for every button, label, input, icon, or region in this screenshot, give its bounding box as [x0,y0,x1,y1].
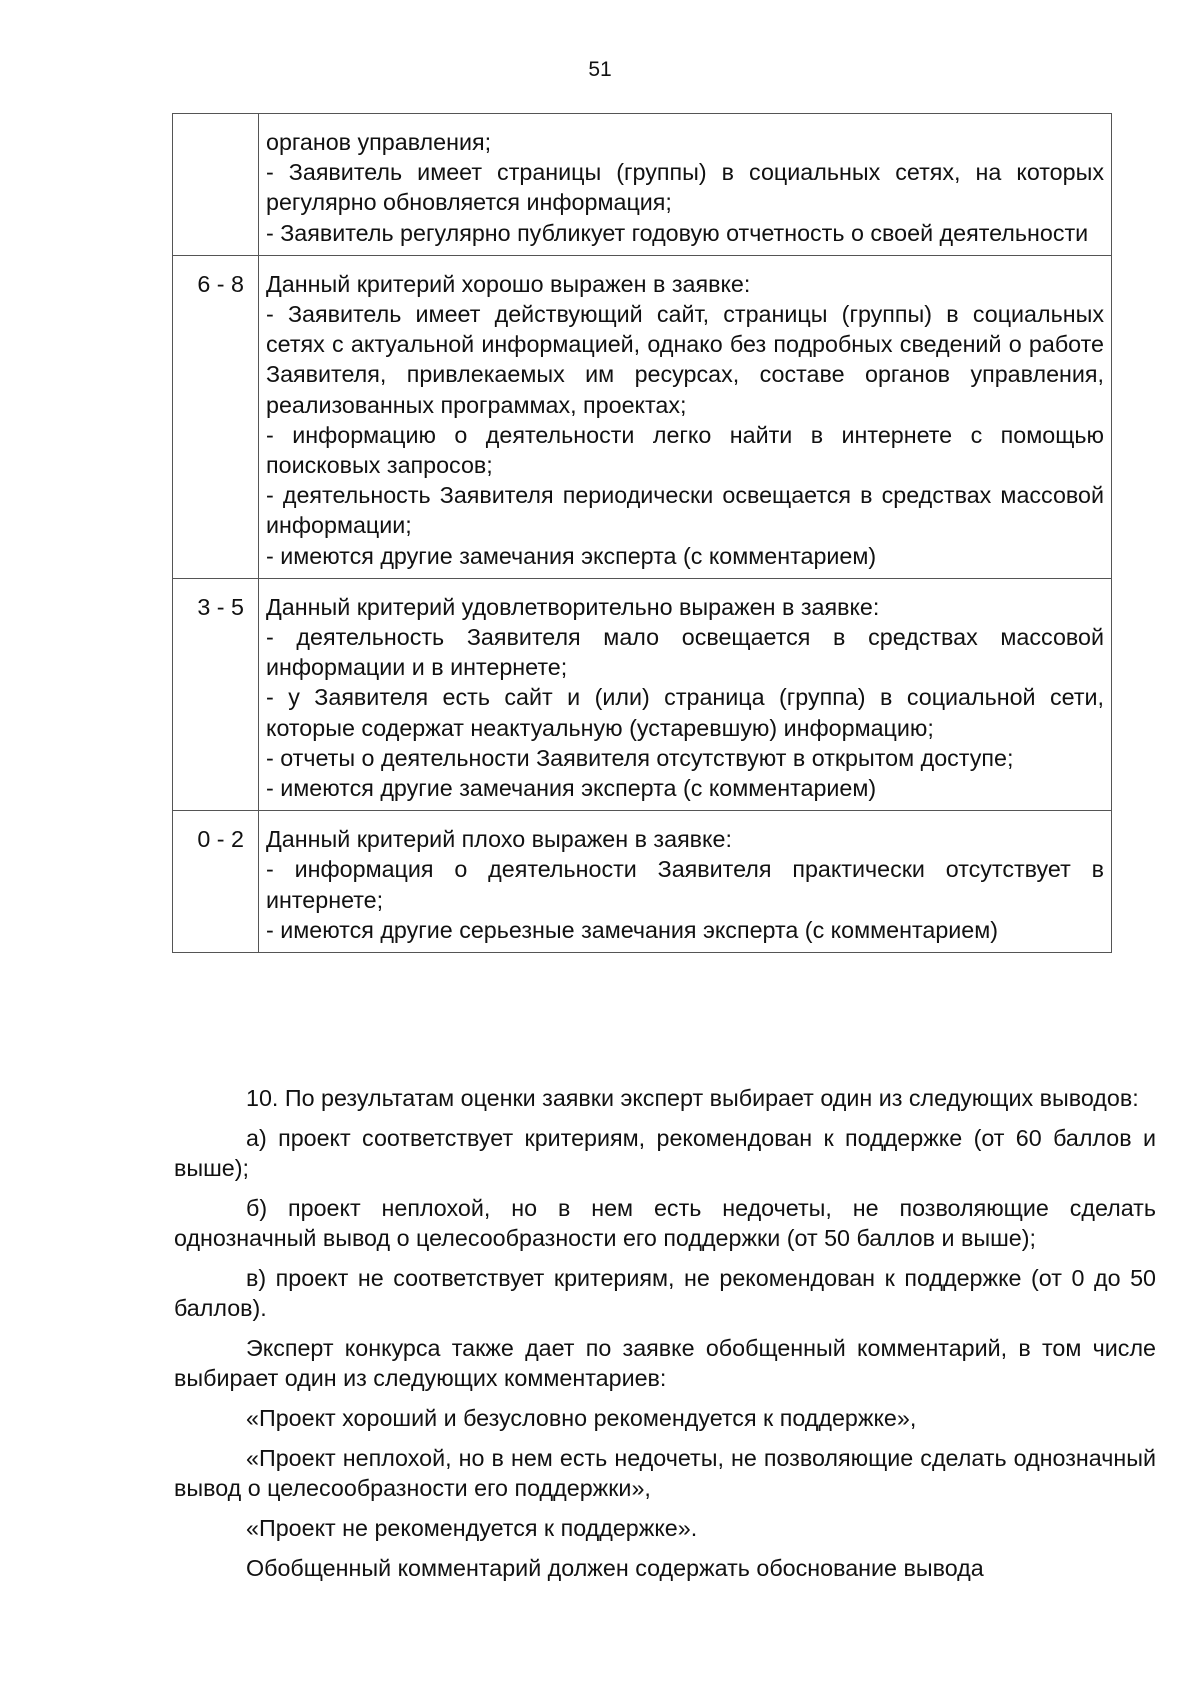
paragraph: Эксперт конкурса также дает по заявке обобщенный комментарий, в том числе выбирает один из следующих комментариев: [174,1335,1156,1391]
table-row [173,578,1112,810]
score-cell: 3 - 5 [173,578,259,810]
paragraph: в) проект не соответствует критериям, не рекомендован к поддержке (от 0 до 50 баллов). [174,1265,1156,1321]
score-cell: 0 - 2 [173,811,259,953]
paragraph: а) проект соответствует критериям, рекомендован к поддержке (от 60 баллов и выше); [174,1125,1156,1181]
paragraph: 10. По результатам оценки заявки эксперт выбирает один из следующих выводов: [246,1085,1139,1111]
table-row [173,811,1112,953]
criteria-item: органов управления; [266,129,492,155]
paragraph: «Проект хороший и безусловно рекомендуется к поддержке», [246,1405,917,1431]
score-cell [173,114,259,256]
criteria-item: - информацию о деятельности легко найти в интернете с помощью поисковых запросов; [266,421,1104,479]
table-row [173,255,1112,578]
paragraph: б) проект неплохой, но в нем есть недочеты, не позволяющие сделать однозначный вывод о целесообразности его поддержки (от 50 баллов и выше); [174,1195,1156,1251]
paragraph: «Проект неплохой, но в нем есть недочеты, не позволяющие сделать однозначный вывод о целесообразности его поддержки», [174,1445,1156,1501]
body-text [174,1083,1156,1593]
table-row [173,114,1112,256]
description-cell [259,578,1112,810]
criteria-heading: Данный критерий плохо выражен в заявке: [266,826,732,853]
criteria-item: - имеются другие замечания эксперта (с комментарием) [266,542,877,569]
criteria-item: - деятельность Заявителя периодически освещается в средствах массовой информации; [266,482,1104,539]
criteria-item: - у Заявителя есть сайт и (или) страница (группа) в социальной сети, которые содержат неактуальную (устаревшую) информацию; [266,684,1104,741]
criteria-heading: Данный критерий хорошо выражен в заявке: [266,270,751,297]
criteria-item: - Заявитель имеет страницы (группы) в социальных сетях, на которых регулярно обновляется информация; [266,159,1104,216]
criteria-item: - имеются другие серьезные замечания эксперта (с комментарием) [266,916,999,943]
page-number: 51 [588,58,612,81]
criteria-item: - Заявитель имеет действующий сайт, страницы (группы) в социальных сетях с актуальной информацией, однако без подробных сведений о работе Заявителя, привлекаемых им ресурсах, составе органов управления, реализованных программах, проектах; [266,301,1104,418]
criteria-heading: Данный критерий удовлетворительно выражен в заявке: [266,593,880,620]
description-cell [259,811,1112,953]
criteria-item: - информация о деятельности Заявителя практически отсутствует в интернете; [266,856,1104,913]
description-cell [259,255,1112,578]
paragraph: Обобщенный комментарий должен содержать обоснование вывода [246,1555,984,1581]
paragraph: «Проект не рекомендуется к поддержке». [246,1515,698,1541]
score-cell: 6 - 8 [173,255,259,578]
criteria-item: - имеются другие замечания эксперта (с комментарием) [266,775,877,802]
criteria-item: - деятельность Заявителя мало освещается в средствах массовой информации и в интернете; [266,624,1104,681]
criteria-item: - отчеты о деятельности Заявителя отсутствуют в открытом доступе; [266,744,1014,771]
criteria-item: - Заявитель регулярно публикует годовую отчетность о своей деятельности [266,219,1089,246]
criteria-table [172,113,1112,953]
description-cell [259,114,1112,256]
